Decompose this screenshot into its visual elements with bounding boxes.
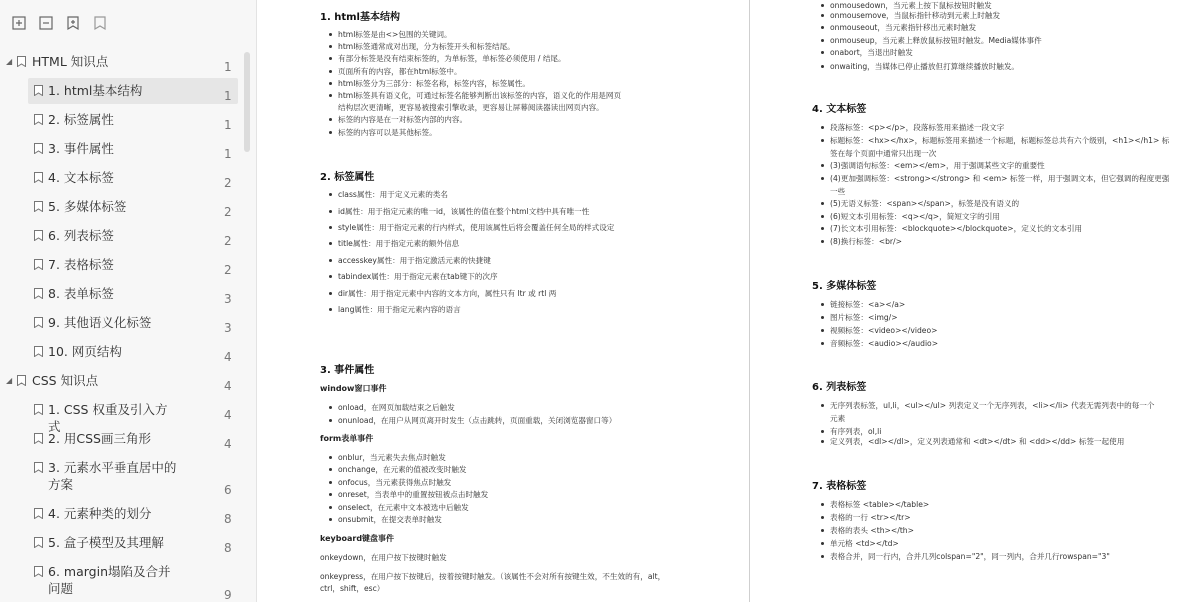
sidebar-scrollbar[interactable] <box>244 52 250 152</box>
add-bookmark-icon[interactable] <box>64 14 81 31</box>
outline-page-number: 8 <box>224 541 232 555</box>
list-item: 链接标签：<a></a> <box>830 300 906 309</box>
page-separator <box>749 0 750 602</box>
outline-item[interactable] <box>0 223 244 249</box>
bookmark-icon <box>34 259 43 270</box>
list-item: id属性：用于指定元素的唯一id，该属性的值在整个html文档中具有唯一性 <box>338 207 590 216</box>
outline-group[interactable] <box>0 49 244 75</box>
list-item: 元素 <box>830 414 846 423</box>
bookmark-icon <box>34 114 43 125</box>
outline-item-label: 1. CSS 权重及引入方式 <box>48 402 168 434</box>
list-item: 一些 <box>830 187 846 196</box>
outline-item-label: HTML 知识点 <box>32 54 109 69</box>
outline-item-label: 10. 网页结构 <box>48 344 122 359</box>
list-item: (8)换行标签：<br/> <box>830 237 902 246</box>
list-item: html标签通常成对出现，分为标签开头和标签结尾。 <box>338 42 515 51</box>
outline-page-number: 8 <box>224 512 232 526</box>
outline-item-label: 9. 其他语义化标签 <box>48 315 152 330</box>
list-item: lang属性：用于指定元素内容的语言 <box>338 305 461 314</box>
bookmark-icon <box>34 346 43 357</box>
outline-item[interactable] <box>0 310 244 336</box>
list-item: onmousedown，当元素上按下鼠标按钮时触发 <box>830 1 992 10</box>
outline-page-number: 1 <box>224 89 232 103</box>
list-item: 有序列表，ol,li <box>830 427 882 436</box>
list-item: onchange，在元素的值被改变时触发 <box>338 465 467 474</box>
list-item: onload，在网页加载结束之后触发 <box>338 403 455 412</box>
bookmark-icon <box>34 230 43 241</box>
document-page-left <box>258 0 748 602</box>
section-title-table-tags: 7. 表格标签 <box>812 481 867 492</box>
outline-item-label: 2. 用CSS画三角形 <box>48 431 151 446</box>
outline-item[interactable] <box>0 136 244 162</box>
bookmark-icon <box>34 537 43 548</box>
list-item: 无序列表标签，ul,li，<ul></ul> 列表定义一个无序列表，<li></li> 代表无需列表中的每一个 <box>830 401 1155 410</box>
outline-item-label: CSS 知识点 <box>32 373 99 388</box>
list-item: onfocus，当元素获得焦点时触发 <box>338 478 452 487</box>
outline-page-number: 2 <box>224 234 232 248</box>
outline-item-label: 4. 元素种类的划分 <box>48 506 152 521</box>
bookmark-icon <box>34 317 43 328</box>
section-title-media-tags: 5. 多媒体标签 <box>812 281 877 292</box>
outline-item-label: 5. 多媒体标签 <box>48 199 127 214</box>
keydown-paragraph: onkeydown，在用户按下按键时触发 <box>320 553 447 562</box>
collapse-all-icon[interactable] <box>37 14 54 31</box>
list-item: 结构层次更清晰，更容易被搜索引擎收录，更容易让屏幕阅读器读出网页内容。 <box>338 103 604 112</box>
list-item: onsubmit，在提交表单时触发 <box>338 515 442 524</box>
form-events-heading: form表单事件 <box>320 434 374 443</box>
outline-item-label: 7. 表格标签 <box>48 257 114 272</box>
outline-page-number: 4 <box>224 437 232 451</box>
list-item: onabort，当退出时触发 <box>830 48 913 57</box>
list-item: 单元格 <td></td> <box>830 539 899 548</box>
outline-page-number: 4 <box>224 408 232 422</box>
bookmark-outline-icon[interactable] <box>91 14 108 31</box>
list-item: onblur，当元素失去焦点时触发 <box>338 453 446 462</box>
outline-page-number: 4 <box>224 379 232 393</box>
bookmark-icon <box>17 375 26 386</box>
outline-item[interactable] <box>0 281 244 307</box>
list-item: 标签的内容是在一对标签内部的内容。 <box>338 115 468 124</box>
bookmark-icon <box>34 85 43 96</box>
outline-page-number: 2 <box>224 205 232 219</box>
outline-item[interactable] <box>0 339 244 365</box>
outline-sidebar <box>0 0 257 602</box>
list-item: 视频标签：<video></video> <box>830 326 938 335</box>
bookmark-icon <box>34 172 43 183</box>
outline-item-label: 3. 事件属性 <box>48 141 114 156</box>
list-item: (5)无语义标签：<span></span>，标签是没有语义的 <box>830 199 1020 208</box>
outline-item-label: 8. 表单标签 <box>48 286 114 301</box>
outline-page-number: 4 <box>224 350 232 364</box>
list-item: 标签的内容可以是其他标签。 <box>338 128 437 137</box>
section-title-text-tags: 4. 文本标签 <box>812 104 867 115</box>
outline-page-number: 3 <box>224 292 232 306</box>
outline-page-number: 3 <box>224 321 232 335</box>
list-item: (4)更加强调标签：<strong></strong> 和 <em> 标签一样，用于强调文本，但它强调的程度更强 <box>830 174 1170 183</box>
outline-item[interactable] <box>0 426 244 452</box>
list-item: tabindex属性：用于指定元素在tab键下的次序 <box>338 272 498 281</box>
list-item: onmousemove，当鼠标指针移动到元素上时触发 <box>830 11 1001 20</box>
list-item: 签在每个页面中通常只出现一次 <box>830 149 937 158</box>
list-item: onmouseup，当元素上释放鼠标按钮时触发。Media媒体事件 <box>830 36 1042 45</box>
list-item: (6)短文本引用标签：<q></q>，简短文字的引用 <box>830 212 1000 221</box>
bookmark-icon <box>17 56 26 67</box>
outline-page-number: 2 <box>224 176 232 190</box>
list-item: 表格合并，同一行内，合并几列colspan="2"，同一列内，合并几行rowspan="3" <box>830 552 1110 561</box>
list-item: (3)强调语句标签：<em></em>，用于强调某些文字的重要性 <box>830 161 1045 170</box>
expand-all-icon[interactable] <box>10 14 27 31</box>
list-item: html标签是由<>包围的关键词。 <box>338 30 452 39</box>
list-item: title属性：用于指定元素的额外信息 <box>338 239 460 248</box>
outline-item[interactable] <box>0 530 244 556</box>
list-item: 表格的表头 <th></th> <box>830 526 914 535</box>
outline-item-label: 6. 列表标签 <box>48 228 114 243</box>
outline-item[interactable] <box>0 559 244 601</box>
list-item: style属性：用于指定元素的行内样式，使用该属性后将会覆盖任何全局的样式设定 <box>338 223 615 232</box>
list-item: 定义列表，<dl></dl>，定义列表通常和 <dt></dt> 和 <dd></dd> 标签一起使用 <box>830 437 1125 446</box>
outline-page-number: 1 <box>224 118 232 132</box>
list-item: 页面所有的内容，都在html标签中。 <box>338 67 462 76</box>
list-item: 图片标签：<img/> <box>830 313 898 322</box>
list-item: onunload，在用户从网页离开时发生（点击跳转，页面重载，关闭浏览器窗口等） <box>338 416 617 425</box>
outline-item[interactable] <box>0 165 244 191</box>
bookmark-icon <box>34 404 43 415</box>
list-item: onreset，当表单中的重置按钮被点击时触发 <box>338 490 489 499</box>
outline-item[interactable] <box>0 107 244 133</box>
list-item: 段落标签：<p></p>，段落标签用来描述一段文字 <box>830 123 1005 132</box>
keyboard-events-heading: keyboard键盘事件 <box>320 534 395 543</box>
list-item: 表格标签 <table></table> <box>830 500 930 509</box>
outline-page-number: 6 <box>224 483 232 497</box>
list-item: onselect，在元素中文本被选中后触发 <box>338 503 469 512</box>
outline-item[interactable] <box>0 194 244 220</box>
list-item: html标签具有语义化，可通过标签名能够判断出该标签的内容，语义化的作用是网页 <box>338 91 622 100</box>
outline-page-number: 1 <box>224 147 232 161</box>
bookmark-icon <box>34 433 43 444</box>
bookmark-icon <box>34 508 43 519</box>
keypress-paragraph: onkeypress，在用户按下按键后，按着按键时触发。（该属性不会对所有按键生效，不生效的有，alt， <box>320 572 666 581</box>
outline-toolbar <box>10 14 108 31</box>
outline-item-label: 5. 盒子模型及其理解 <box>48 535 164 550</box>
list-item: accesskey属性：用于指定激活元素的快捷键 <box>338 256 491 265</box>
list-item: onwaiting，当媒体已停止播放但打算继续播放时触发。 <box>830 62 1020 71</box>
bookmark-icon <box>34 143 43 154</box>
section-title-event-attributes: 3. 事件属性 <box>320 365 375 376</box>
section-title-tag-attributes: 2. 标签属性 <box>320 172 375 183</box>
outline-item[interactable] <box>0 397 244 434</box>
list-item: onmouseout，当元素指针移出元素时触发 <box>830 23 977 32</box>
list-item: 音频标签：<audio></audio> <box>830 339 939 348</box>
outline-item[interactable] <box>0 78 244 104</box>
bookmark-icon <box>34 462 43 473</box>
bookmark-icon <box>34 201 43 212</box>
list-item: 表格的一行 <tr></tr> <box>830 513 911 522</box>
list-item: dir属性：用于指定元素中内容的文本方向，属性只有 ltr 或 rtl 两 <box>338 289 557 298</box>
outline-item[interactable] <box>0 252 244 278</box>
outline-group[interactable] <box>0 368 244 394</box>
expand-arrow-icon[interactable]: ◢ <box>6 57 13 66</box>
list-item: html标签分为三部分：标签名称，标签内容，标签属性。 <box>338 79 530 88</box>
list-item: (7)长文本引用标签：<blockquote></blockquote>，定义长的文本引用 <box>830 224 1083 233</box>
outline-item[interactable] <box>0 501 244 527</box>
outline-page-number: 9 <box>224 588 232 602</box>
outline-item-label: 2. 标签属性 <box>48 112 114 127</box>
outline-item-label: 3. 元素水平垂直居中的方案 <box>48 460 177 492</box>
outline-item-label: 1. html基本结构 <box>48 83 143 98</box>
document-page-right <box>751 0 1196 602</box>
outline-item-label: 4. 文本标签 <box>48 170 114 185</box>
list-item: 有部分标签是没有结束标签的，为单标签，单标签必须使用 / 结尾。 <box>338 54 566 63</box>
bookmark-icon <box>34 566 43 577</box>
list-item: 标题标签：<hx></hx>，标题标签用来描述一个标题，标题标签总共有六个级别，<h1></h1> 标 <box>830 136 1170 145</box>
section-title-list-tags: 6. 列表标签 <box>812 382 867 393</box>
keypress-paragraph-cont: ctrl，shift，esc） <box>320 584 385 593</box>
expand-arrow-icon[interactable]: ◢ <box>6 376 13 385</box>
bookmark-icon <box>34 288 43 299</box>
outline-page-number: 2 <box>224 263 232 277</box>
list-item: class属性：用于定义元素的类名 <box>338 190 448 199</box>
outline-item[interactable] <box>0 455 244 497</box>
section-title-html-structure: 1. html基本结构 <box>320 12 400 23</box>
outline-page-number: 1 <box>224 60 232 74</box>
outline-item-label: 6. margin塌陷及合并问题 <box>48 564 171 596</box>
window-events-heading: window窗口事件 <box>320 384 387 393</box>
